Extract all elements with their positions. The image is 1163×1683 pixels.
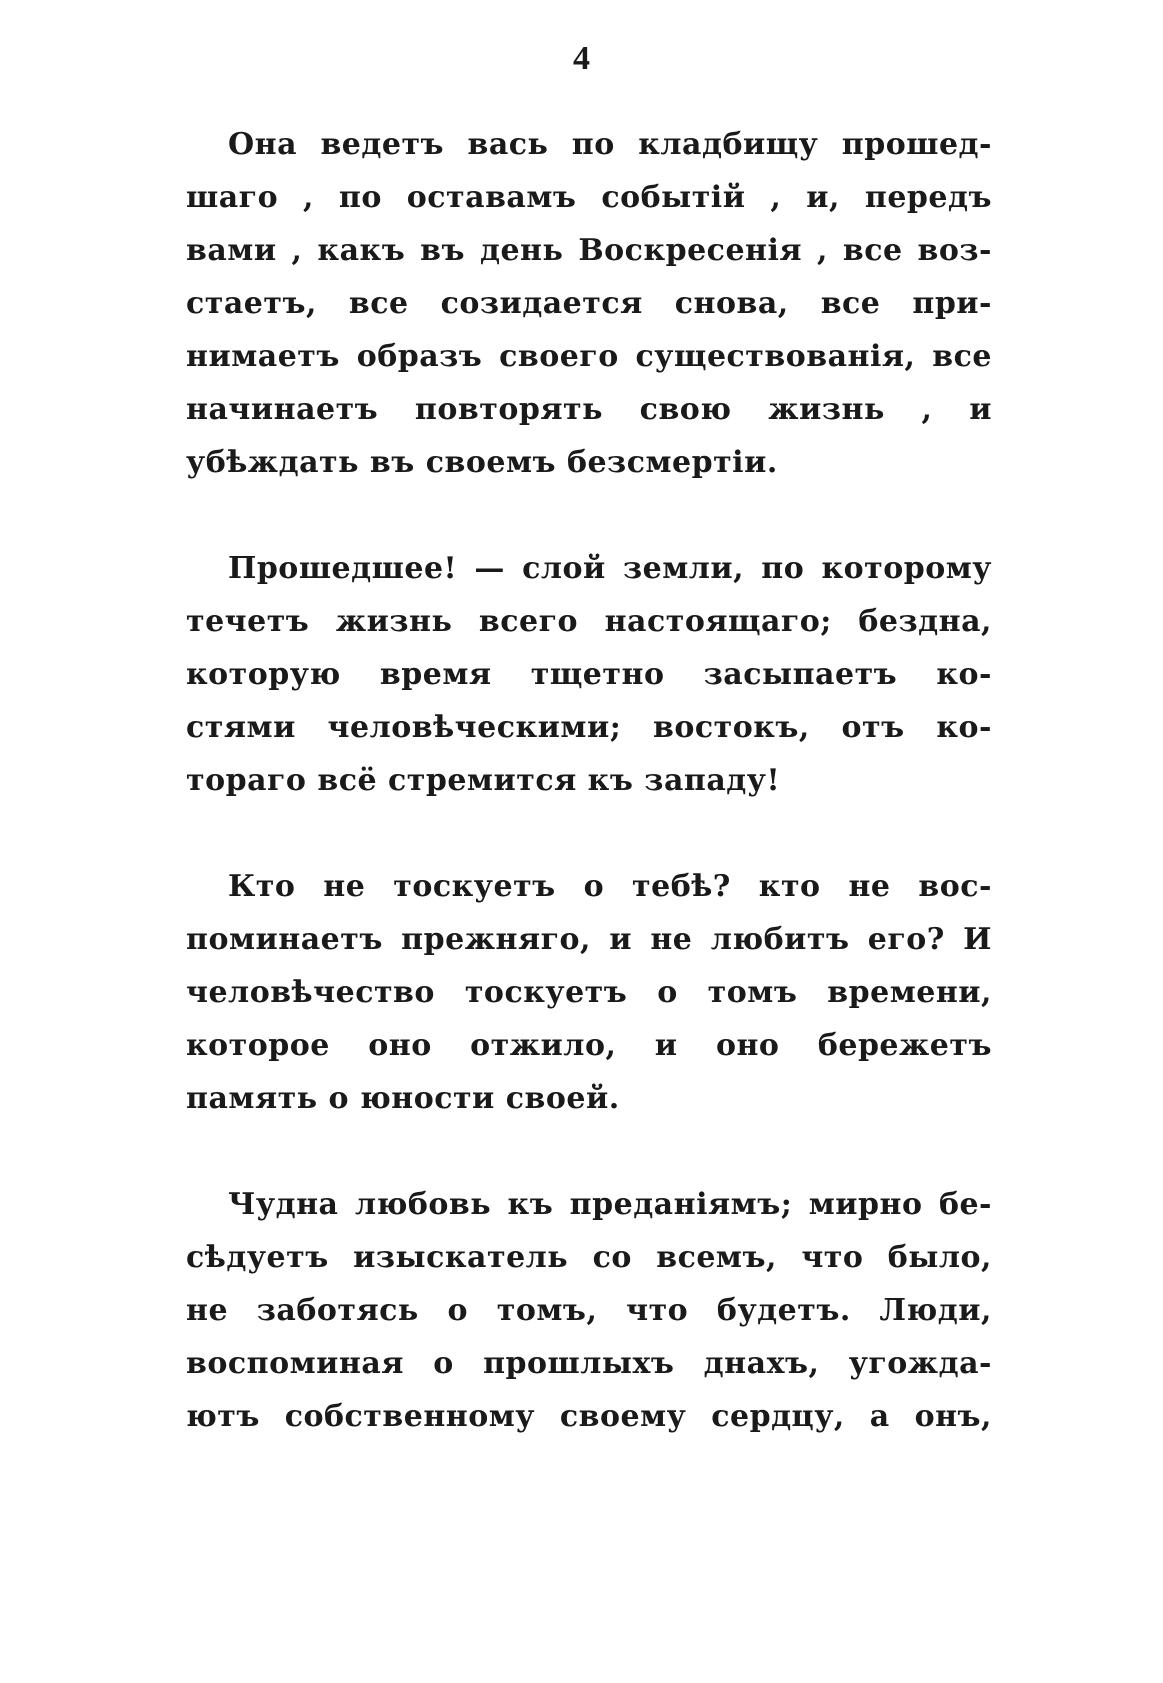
text-line: убѣждать въ своемъ безсмертіи. — [186, 445, 778, 480]
paragraph-4 — [186, 1178, 992, 1443]
text-line: не заботясь о томъ, что будетъ. Люди, — [186, 1293, 992, 1328]
text-line: которое оно отжило, и оно бережетъ — [186, 1028, 992, 1063]
paragraph-1 — [186, 118, 992, 489]
text-line: поминаетъ прежняго, и не любитъ его? И — [186, 922, 992, 957]
text-line: стями человѣческими; востокъ, отъ ко- — [186, 710, 992, 745]
text-line: Она ведетъ вась по кладбищу прошед- — [228, 127, 992, 162]
body-text — [186, 118, 992, 1496]
text-line: которую время тщетно засыпаетъ ко- — [186, 657, 992, 692]
page-number: 4 — [573, 40, 590, 77]
text-line: Кто не тоскуетъ о тебѣ? кто не вос- — [228, 869, 992, 904]
text-line: начинаетъ повторять свою жизнь , и — [186, 392, 992, 427]
text-line: сѣдуетъ изыскатель со всемъ, что было, — [186, 1240, 992, 1275]
text-line: тораго всё стремится къ западу! — [186, 763, 781, 798]
paragraph-2 — [186, 542, 992, 807]
text-line: человѣчество тоскуетъ о томъ времени, — [186, 975, 992, 1010]
text-line: Чудна любовь къ преданіямъ; мирно бе- — [228, 1187, 992, 1222]
text-line: память о юности своей. — [186, 1081, 620, 1116]
text-line: стаетъ, все созидается снова, все при- — [186, 286, 992, 321]
text-line: шаго , по оставамъ событій , и, передъ — [186, 180, 992, 215]
text-line: вами , какъ въ день Воскресенія , все воз- — [186, 233, 992, 268]
text-line: ютъ собственному своему сердцу, а онъ, — [186, 1399, 992, 1434]
text-line: течетъ жизнь всего настоящаго; бездна, — [186, 604, 992, 639]
paragraph-3 — [186, 860, 992, 1125]
text-line: нимаетъ образъ своего существованія, все — [186, 339, 992, 374]
text-line: воспоминая о прошлыхъ днахъ, угожда- — [186, 1346, 992, 1381]
text-line: Прошедшее! — слой земли, по которому — [228, 551, 992, 586]
